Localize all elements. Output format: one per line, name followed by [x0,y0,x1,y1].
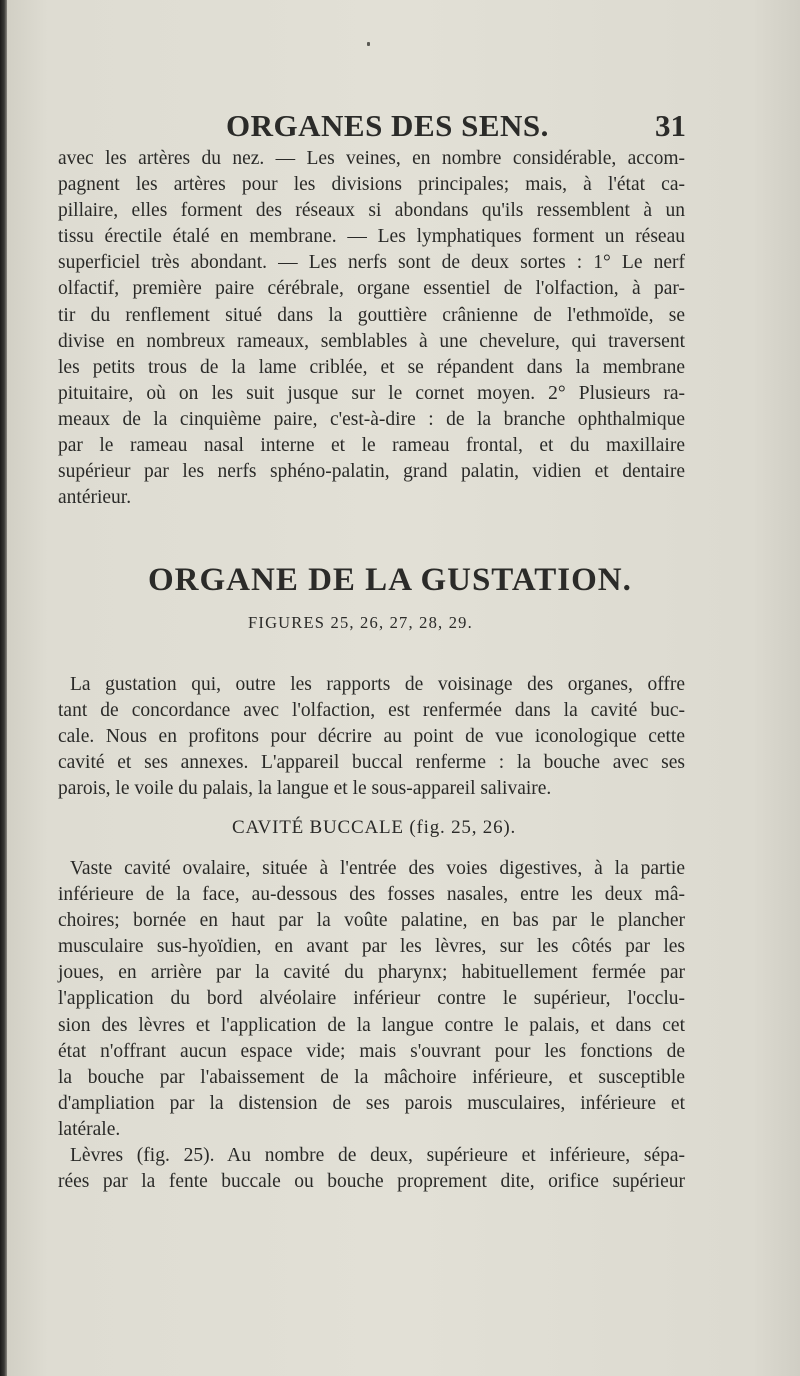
text-line: inférieure de la face, au-dessous des fosses nasales, entre les deux mâ- [58,884,685,906]
page-number: 31 [655,108,686,143]
text-line: sion des lèvres et l'application de la langue contre le palais, et dans cet [58,1014,685,1036]
section-heading: ORGANE DE LA GUSTATION. [148,562,632,598]
text-line: tissu érectile étalé en membrane. — Les lymphatiques forment un réseau [58,226,685,248]
text-line: pagnent les artères pour les divisions principales; mais, à l'état ca- [58,174,685,196]
text-line: état n'offrant aucun espace vide; mais s'ouvrant pour les fonctions de [58,1040,685,1062]
text-line: cavité et ses annexes. L'appareil buccal renferme : la bouche avec ses [58,752,685,774]
text-line: meaux de la cinquième paire, c'est-à-dire : de la branche ophthalmique [58,408,685,430]
text-line: joues, en arrière par la cavité du pharynx; habituellement fermée par [58,962,685,984]
text-line: olfactif, première paire cérébrale, organe essentiel de l'olfaction, à par- [58,278,685,300]
running-title: ORGANES DES SENS. [226,108,549,143]
paragraph-buccal-cavity [58,856,685,1195]
text-line: supérieur par les nerfs sphéno-palatin, grand palatin, vidien et dentaire [58,461,685,483]
text-line: antérieur. [58,487,132,509]
text-line: tir du renflement situé dans la gouttière crânienne de l'ethmoïde, se [58,304,685,326]
text-line: latérale. [58,1118,121,1140]
text-line: la bouche par l'abaissement de la mâchoire inférieure, et susceptible [58,1066,685,1088]
text-line: choires; bornée en haut par la voûte palatine, en bas par le plancher [58,910,685,932]
text-line: musculaire sus-hyoïdien, en avant par les lèvres, sur les côtés par les [58,936,685,958]
text-line: tant de concordance avec l'olfaction, est renfermée dans la cavité buc- [58,700,685,722]
text-line: La gustation qui, outre les rapports de voisinage des organes, offre [70,674,685,695]
text-line: d'ampliation par la distension de ses parois musculaires, inférieure et [58,1092,685,1114]
figures-reference: FIGURES 25, 26, 27, 28, 29. [248,613,473,632]
subsection-heading: CAVITÉ BUCCALE (fig. 25, 26). [232,817,517,838]
book-spine-edge [0,0,7,1376]
paragraph-gustation-intro [58,672,685,802]
text-line: divise en nombreux rameaux, semblables à une chevelure, qui traversent [58,330,685,352]
text-line: parois, le voile du palais, la langue et le sous-appareil salivaire. [58,778,552,800]
text-line: avec les artères du nez. — Les veines, en nombre considérable, accom- [58,148,685,169]
text-line: par le rameau nasal interne et le rameau frontal, et du maxillaire [58,435,685,457]
text-line: Lèvres (fig. 25). Au nombre de deux, supérieure et inférieure, sépa- [70,1145,685,1167]
paragraph-nose-vessels-nerves [58,146,685,511]
ink-speck [367,42,370,46]
text-line: cale. Nous en profitons pour décrire au point de vue iconologique cette [58,726,685,748]
text-line: Vaste cavité ovalaire, située à l'entrée des voies digestives, à la partie [70,858,685,879]
text-line: superficiel très abondant. — Les nerfs sont de deux sortes : 1° Le nerf [58,252,685,274]
text-line: les petits trous de la lame criblée, et se répandent dans la membrane [58,356,685,378]
text-line: l'application du bord alvéolaire inférieur contre le supérieur, l'occlu- [58,988,685,1010]
text-line: pillaire, elles forment des réseaux si abondans qu'ils ressemblent à un [58,200,685,222]
text-line: rées par la fente buccale ou bouche proprement dite, orifice supérieur [58,1171,685,1193]
text-line: pituitaire, où on les suit jusque sur le cornet moyen. 2° Plusieurs ra- [58,382,685,404]
